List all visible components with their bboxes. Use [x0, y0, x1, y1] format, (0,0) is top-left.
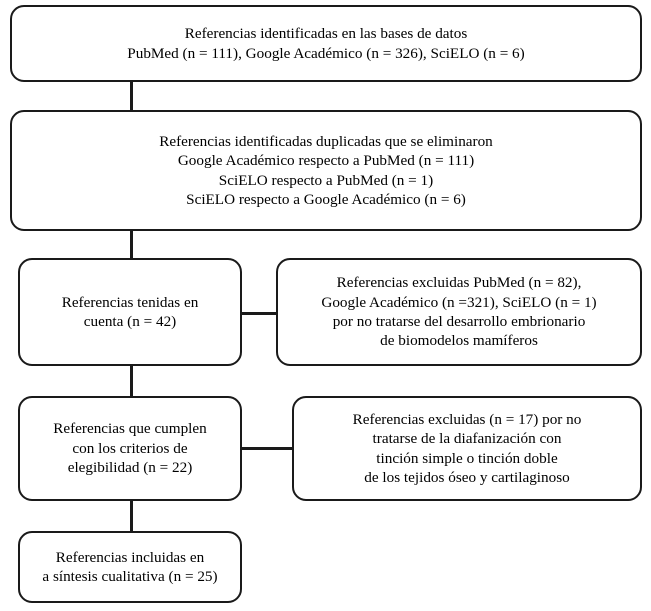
box-line: con los criterios de	[72, 439, 188, 457]
box-line: elegibilidad (n = 22)	[67, 459, 193, 477]
connector-eligible-to-excluded2	[242, 447, 292, 450]
box-line: de biomodelos mamíferos	[380, 332, 538, 350]
box-line: PubMed (n = 111), Google Académico (n = 326), SciELO (n = 6)	[127, 44, 525, 62]
box-references-eligible	[18, 396, 242, 501]
box-line: SciELO respecto a PubMed (n = 1)	[218, 171, 434, 189]
box-line: Referencias excluidas PubMed (n = 82),	[336, 274, 582, 292]
box-line: Referencias que cumplen	[53, 420, 207, 438]
box-references-excluded-databases	[276, 258, 642, 366]
box-line: cuenta (n = 42)	[83, 313, 177, 330]
box-line: Referencias identificadas duplicadas que se eliminaron	[159, 132, 493, 150]
connector-identified-to-duplicates	[130, 82, 133, 110]
connector-duplicates-to-considered	[130, 231, 133, 258]
box-duplicates-removed	[10, 110, 642, 231]
box-line: Google Académico respecto a PubMed (n = 111)	[177, 152, 475, 170]
box-references-excluded-criteria	[292, 396, 642, 501]
box-references-considered	[18, 258, 242, 366]
box-line: Referencias incluidas en	[55, 548, 205, 566]
box-line: Referencias identificadas en las bases de datos	[184, 25, 468, 43]
box-references-identified	[10, 5, 642, 82]
box-references-included	[18, 531, 242, 603]
box-line: de los tejidos óseo y cartilaginoso	[364, 468, 570, 486]
connector-considered-to-excluded1	[242, 312, 276, 315]
connector-considered-to-eligible	[130, 366, 133, 396]
box-line: tinción simple o tinción doble	[376, 449, 558, 467]
box-line: Referencias tenidas en	[61, 293, 199, 311]
connector-eligible-to-included	[130, 501, 133, 531]
box-line: Referencias excluidas (n = 17) por no	[352, 410, 582, 428]
box-line: por no tratarse del desarrollo embrionario	[332, 313, 586, 330]
box-line: tratarse de la diafanización con	[372, 430, 562, 448]
box-line: a síntesis cualitativa (n = 25)	[42, 568, 218, 585]
box-line: Google Académico (n =321), SciELO (n = 1)	[321, 293, 597, 311]
box-line: SciELO respecto a Google Académico (n = 6)	[186, 190, 466, 208]
